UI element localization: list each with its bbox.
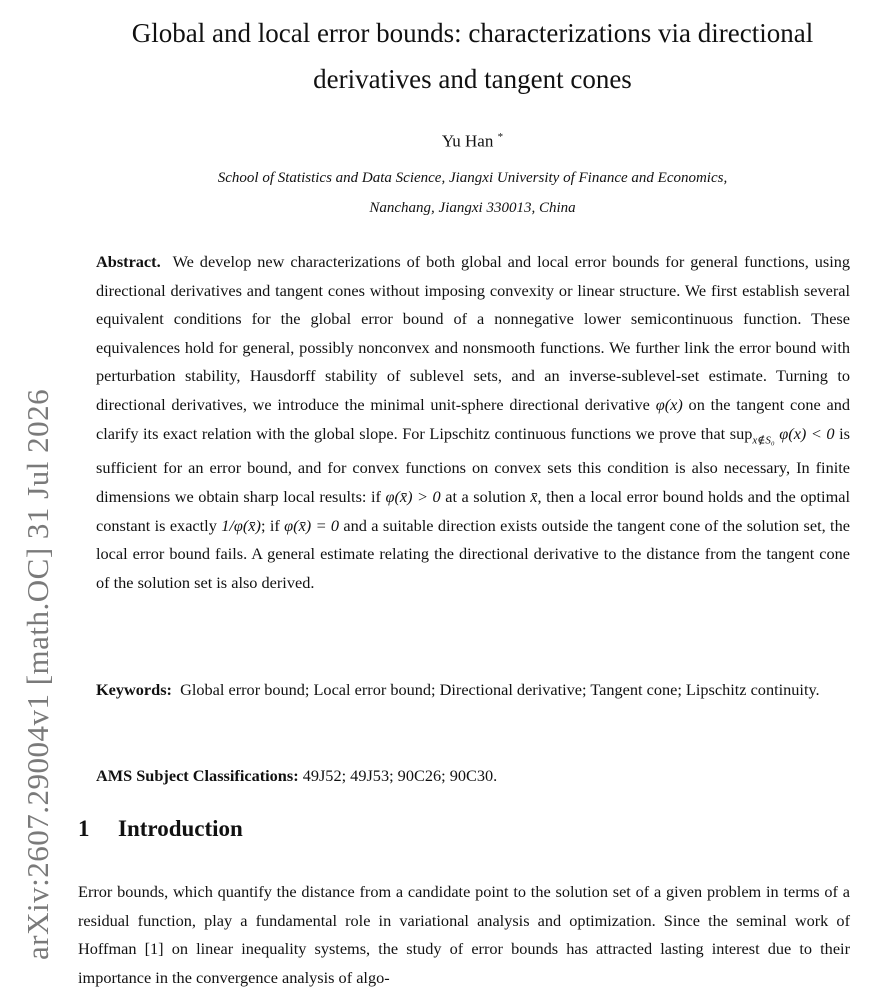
abstract-text-6: ; if (260, 515, 280, 535)
abstract-text-7: and a suitable direction exists outside the tangent cone of the solution set, the local error bound fails. A general estimate relating the directional derivative to the distance from the tangent cone of the solution set is also derived. (96, 515, 850, 592)
abstract-text-4: at a solution (445, 487, 526, 506)
affiliation (80, 163, 865, 223)
abstract-math-sup: sup$_{x\notin S_0}$ φ(x) < 0 (729, 423, 835, 446)
abstract-math-cond-zero: φ(x̄) = 0 (284, 515, 340, 535)
affiliation-line-2: Nanchang, Jiangxi 330013, China (369, 200, 576, 216)
abstract-text-2: on the tangent cone and clarify its exact relation with the global slope. For Lipschitz continuous functions we prove that (96, 394, 850, 443)
author-footnote-mark: * (497, 131, 504, 143)
affiliation-line-1: School of Statistics and Data Science, Jiangxi University of Finance and Economics, (217, 170, 728, 186)
abstract (96, 248, 850, 597)
ams-label: AMS Subject Classifications: (96, 766, 299, 785)
section-title: Introduction (118, 816, 243, 841)
ams-text: 49J52; 49J53; 90C26; 90C30. (302, 766, 498, 785)
author-name: Yu Han (441, 131, 494, 151)
abstract-math-phi-x: φ(x) (655, 394, 683, 414)
keywords (96, 676, 850, 705)
abstract-math-const: 1/φ(x̄) (221, 515, 261, 535)
keywords-label: Keywords: (96, 680, 172, 699)
abstract-math-xbar: x̄ (530, 487, 538, 506)
arxiv-side-stamp: arXiv:2607.29004v1 [math.OC] 31 Jul 2026 (20, 388, 55, 960)
keywords-text: Global error bound; Local error bound; Directional derivative; Tangent cone; Lipschitz continuity. (180, 680, 820, 699)
author-line (80, 131, 865, 152)
abstract-label: Abstract. (96, 252, 161, 271)
ams-classifications (96, 762, 850, 791)
abstract-text-3: is sufficient for an error bound, and for convex functions on convex sets this condition is also necessary, In finite dimensions we obtain sharp local results: if (96, 423, 850, 506)
section-heading-introduction (78, 816, 243, 842)
abstract-text-1: We develop new characterizations of both global and local error bounds for general functions, using directional derivatives and tangent cones without imposing convexity or linear structure. We first establish several equivalent conditions for the global error bound of a nonnegative lower semicontinuous function. These equivalences hold for general, possibly nonconvex and nonsmooth functions. We further link the error bound with perturbation stability, Hausdorff stability of sublevel sets, and an inverse-sublevel-set estimate. Turning to directional derivatives, we introduce the minimal unit-sphere directional derivative (96, 252, 850, 414)
paper-title: Global and local error bounds: characterizations via directional derivatives and tangent cones (131, 18, 814, 94)
abstract-text-5: , then a local error bound holds and the optimal constant is exactly (96, 487, 850, 535)
introduction-paragraph: Error bounds, which quantify the distance from a candidate point to the solution set of a given problem in terms of a residual function, play a fundamental role in variational analysis and optimization. Since the seminal work of Hoffman [1] on linear inequality systems, the study of error bounds has attracted lasting interest due to their importance in the convergence analysis of algo- (78, 882, 850, 987)
abstract-math-cond-pos: φ(x̄) > 0 (385, 487, 441, 506)
section-number: 1 (78, 816, 90, 841)
